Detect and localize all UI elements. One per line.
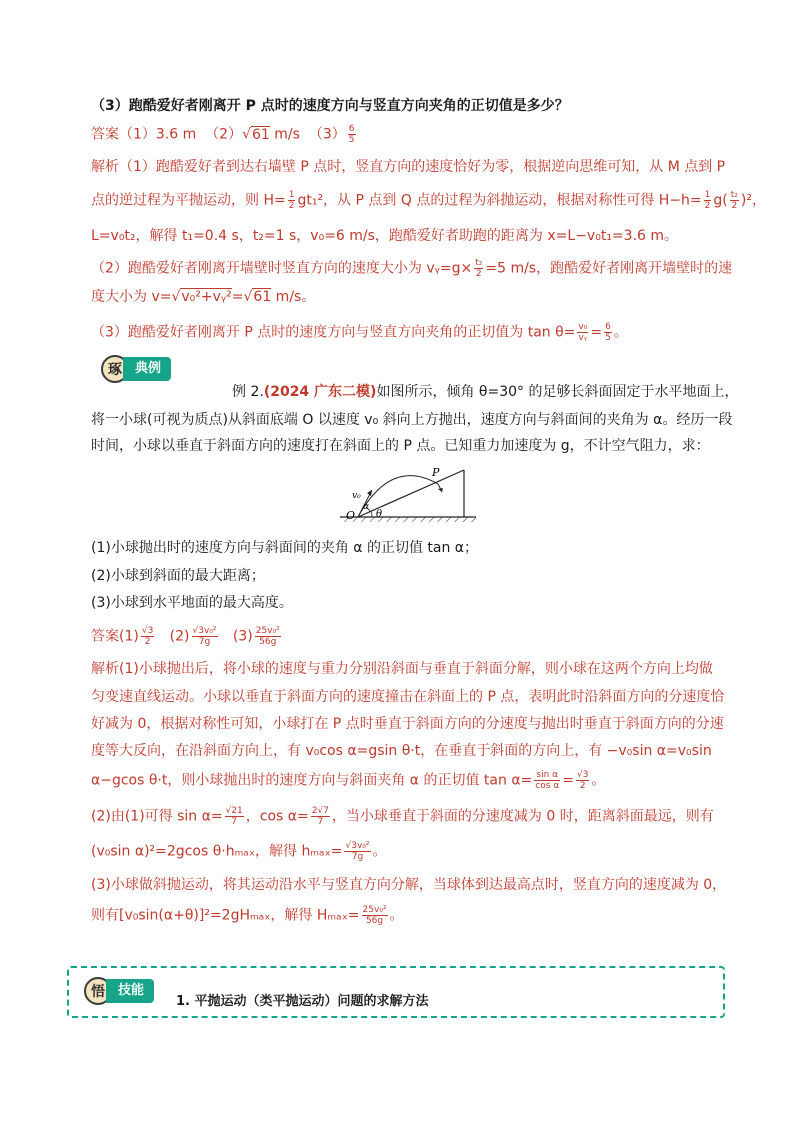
incline-figure [336, 462, 480, 526]
answer-2: 答案(1) $\frac{√3}{2}$ (2) $\frac{\text{√3v₀²}}{7g}$ (3) $\frac{\text{25v₀²}}{56g}$ [91, 626, 280, 647]
theta-arc [371, 511, 372, 517]
example-badge [101, 356, 171, 382]
solution-2-line-1: 解析(1)小球抛出后，将小球的速度与重力分别沿斜面与垂直于斜面分解，则小球在这两个方向上均做 [91, 661, 713, 677]
label-P: P [432, 466, 440, 479]
example-question-3: (3)小球到水平地面的最大高度。 [91, 595, 293, 611]
label-alpha: α [363, 502, 370, 512]
example-2-line-1: 例 2.(2024 广东二模)如图所示，倾角 θ=30° 的足够长斜面固定于水平地面上， [232, 384, 739, 400]
answer-1-unit: m/s [269, 126, 300, 143]
example-question-2: (2)小球到斜面的最大距离； [91, 568, 265, 584]
question-3: （3）跑酷爱好者刚离开 P 点时的速度方向与竖直方向夹角的正切值是多少？ [91, 98, 569, 114]
answer-1: 答案（1）3.6 m （2）√61 m/s （3） $\frac{6}{5}$ [91, 124, 355, 145]
label-O: O [346, 509, 356, 522]
label-theta: θ [376, 509, 383, 520]
answer-label: 答案 [91, 126, 119, 143]
answer-1-root: 61 [252, 126, 270, 143]
answer-1-part-1: （1）3.6 m [119, 126, 197, 143]
skill-badge-icon: 悟 [84, 977, 112, 1005]
label-v0: v₀ [352, 491, 361, 501]
example-2-line-2: 将一小球(可视为质点)从斜面底端 O 以速度 v₀ 斜向上方抛出，速度方向与斜面间的夹角为 α。经历一段 [91, 412, 733, 428]
trajectory-curve [358, 476, 438, 517]
solution-2-line-8: (3)小球做斜抛运动，将其运动沿水平与竖直方向分解，当球体到达最高点时，竖直方向的速度减为 0， [91, 877, 727, 893]
ground-hatch [340, 517, 476, 522]
solution-2-line-9: 则有[v₀sin(α+θ)]²=2gHₘₐₓ，解得 Hₘₐₓ= $\frac{\text{25v₀²}}{56g}$ 。 [91, 905, 404, 926]
solution-1-line-6: （3）跑酷爱好者刚离开 P 点时的速度方向与竖直方向夹角的正切值为 tan θ= $\frac{\text{v₀}}{\text{vᵧ}}$ = $\frac{6}{5}$ 。 [91, 322, 628, 343]
answer-1-part-3: （3） [308, 126, 346, 143]
solution-2-line-7: (v₀sin α)²=2gcos θ·hₘₐₓ，解得 hₘₐₓ= $\frac{\text{√3v₀²}}{7g}$ 。 [91, 841, 387, 862]
solution-2-line-4: 度等大反向，在沿斜面方向上，有 v₀cos α=gsin θ·t，在垂直于斜面的方向上，有 −v₀sin α=v₀sin [91, 743, 712, 759]
solution-2-line-5: α−gcos θ·t，则小球抛出时的速度方向与斜面夹角 α 的正切值 tan α= $\frac{\text{sin α}}{\text{cos α}}$ = $\frac{√3}{2}$ 。 [91, 770, 606, 791]
solution-1-line-5: 度大小为 v=√v₀²+vᵧ²=√61 m/s。 [91, 289, 316, 305]
answer-1-part-2: （2） [205, 126, 243, 143]
solution-2-line-2: 匀变速直线运动。小球以垂直于斜面方向的速度撞击在斜面上的 P 点，表明此时沿斜面方向的分速度恰 [91, 689, 725, 705]
solution-2-line-3: 好减为 0，根据对称性可知，小球打在 P 点时垂直于斜面方向的分速度与抛出时垂直于斜面方向的分速 [91, 716, 724, 732]
solution-1-line-2: 点的逆过程为平抛运动，则 H= $\frac{1}{2}$ gt₁²，从 P 点到 Q 点的过程为斜抛运动，根据对称性可得 H−h= $\frac{1}{2}$ g( $\frac{\text{t₂}}{2}$ )²， [91, 190, 766, 211]
example-badge-icon: 琢 [101, 355, 129, 383]
answer-2-label: 答案 [91, 628, 119, 645]
solution-1-line-1: 解析（1）跑酷爱好者到达右墙壁 P 点时，竖直方向的速度恰好为零，根据逆向思维可知，从 M 点到 P [91, 159, 726, 175]
skill-badge-tag: 技能 [106, 979, 154, 1003]
answer-1-frac: $\frac{6}{5}$ [348, 124, 355, 145]
skill-badge [84, 978, 154, 1004]
solution-2-line-6: (2)由(1)可得 sin α= $\frac{√21}{7}$ ，cos α= $\frac{2√7}{7}$ ，当小球垂直于斜面的分速度减为 0 时，距离斜面最远，则有 [91, 806, 714, 827]
example-question-1: (1)小球抛出时的速度方向与斜面间的夹角 α 的正切值 tan α； [91, 540, 479, 556]
example-2-line-3: 时间，小球以垂直于斜面方向的速度打在斜面上的 P 点。已知重力加速度为 g，不计空气阻力，求： [91, 438, 710, 454]
skill-title: 1. 平抛运动（类平抛运动）问题的求解方法 [176, 994, 429, 1009]
example-badge-tag: 典例 [123, 357, 171, 381]
solution-1-line-3: L=v₀t₂，解得 t₁=0.4 s，t₂=1 s，v₀=6 m/s，跑酷爱好者助跑的距离为 x=L−v₀t₁=3.6 m。 [91, 228, 679, 244]
solution-1-line-4: （2）跑酷爱好者刚离开墙壁时竖直方向的速度大小为 vᵧ=g× $\frac{\text{t₂}}{2}$ =5 m/s，跑酷爱好者刚离开墙壁时的速 [91, 258, 733, 279]
